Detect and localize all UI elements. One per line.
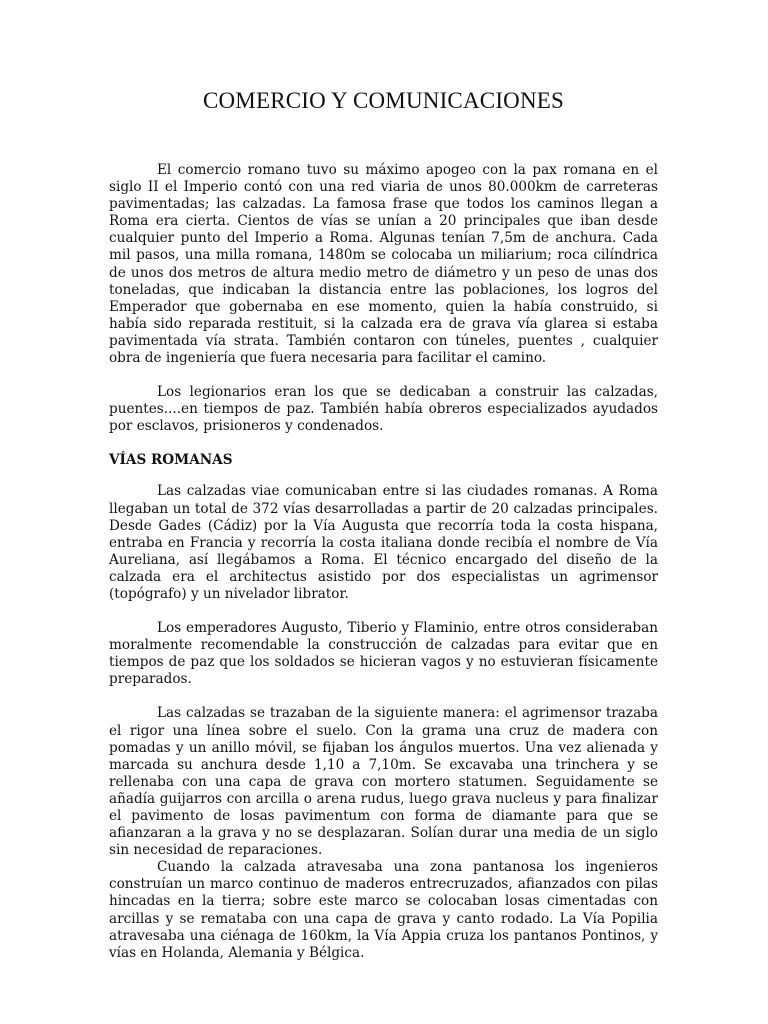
paragraph-section-1: Las calzadas viae comunicaban entre si las ciudades romanas. A Roma llegaban un total de 372 vías desarrolladas a partir de 20 calzadas principales. Desde Gades (Cádiz) por la Vía Augusta que recorría toda la costa hispana, entraba en Francia y recorría la costa italiana donde recibía el nombre de Vía Aureliana, así llegábamos a Roma. El técnico encargado del diseño de la calzada era el architectus asistido por dos especialistas un agrimensor (topógrafo) y un nivelador librator. <box>109 483 658 602</box>
paragraph-section-3: Las calzadas se trazaban de la siguiente manera: el agrimensor trazaba el rigor una línea sobre el suelo. Con la grama una cruz de madera con pomadas y un anillo móvil, se fijaban los ángulos muertos. Una vez alienada y marcada su anchura desde 1,10 a 7,10m. Se excavaba una trinchera y se rellenaba con una capa de grava con mortero statumen. Seguidamente se añadía guijarros con arcilla o arena rudus, luego grava nucleus y para finalizar el pavimento de losas pavimentum con forma de diamante para que se afianzaran a la grava y no se desplazaran. Solían durar una media de un siglo sin necesidad de reparaciones. <box>109 705 658 859</box>
paragraph-intro-1: El comercio romano tuvo su máximo apogeo con la pax romana en el siglo II el Imperio contó con una red viaria de unos 80.000km de carreteras pavimentadas; las calzadas. La famosa frase que todos los caminos llegan a Roma era cierta. Cientos de vías se unían a 20 principales que iban desde cualquier punto del Imperio a Roma. Algunas tenían 7,5m de anchura. Cada mil pasos, una milla romana, 1480m se colocaba un miliarium; roca cilíndrica de unos dos metros de altura medio metro de diámetro y un peso de unas dos toneladas, que indicaban la distancia entre las poblaciones, los logros del Emperador que gobernaba en ese momento, quien la había construido, si había sido reparada restituit, si la calzada era de grava vía glarea si estaba pavimentada vía strata. También contaron con túneles, puentes , cualquier obra de ingeniería que fuera necesaria para facilitar el camino. <box>109 162 658 367</box>
page-title: COMERCIO Y COMUNICACIONES <box>202 88 565 113</box>
document-page <box>109 88 658 979</box>
paragraph-intro-2: Los legionarios eran los que se dedicaban a construir las calzadas, puentes....en tiempos de paz. También había obreros especializados ayudados por esclavos, prisioneros y condenados. <box>109 384 658 435</box>
paragraph-section-2: Los emperadores Augusto, Tiberio y Flaminio, entre otros consideraban moralmente recomendable la construcción de calzadas para evitar que en tiempos de paz que los soldados se hicieran vagos y no estuvieran físicamente preparados. <box>109 620 658 688</box>
paragraph-section-4: Cuando la calzada atravesaba una zona pantanosa los ingenieros construían un marco continuo de maderos entrecruzados, afianzados con pilas hincadas en la tierra; sobre este marco se colocaban losas cimentadas con arcillas y se remataba con una capa de grava y canto rodado. La Vía Popilia atravesaba una ciénaga de 160km, la Vía Appia cruza los pantanos Pontinos, y vías en Holanda, Alemania y Bélgica. <box>109 859 658 961</box>
section-heading-vias-romanas: VÍAS ROMANAS <box>109 452 233 469</box>
